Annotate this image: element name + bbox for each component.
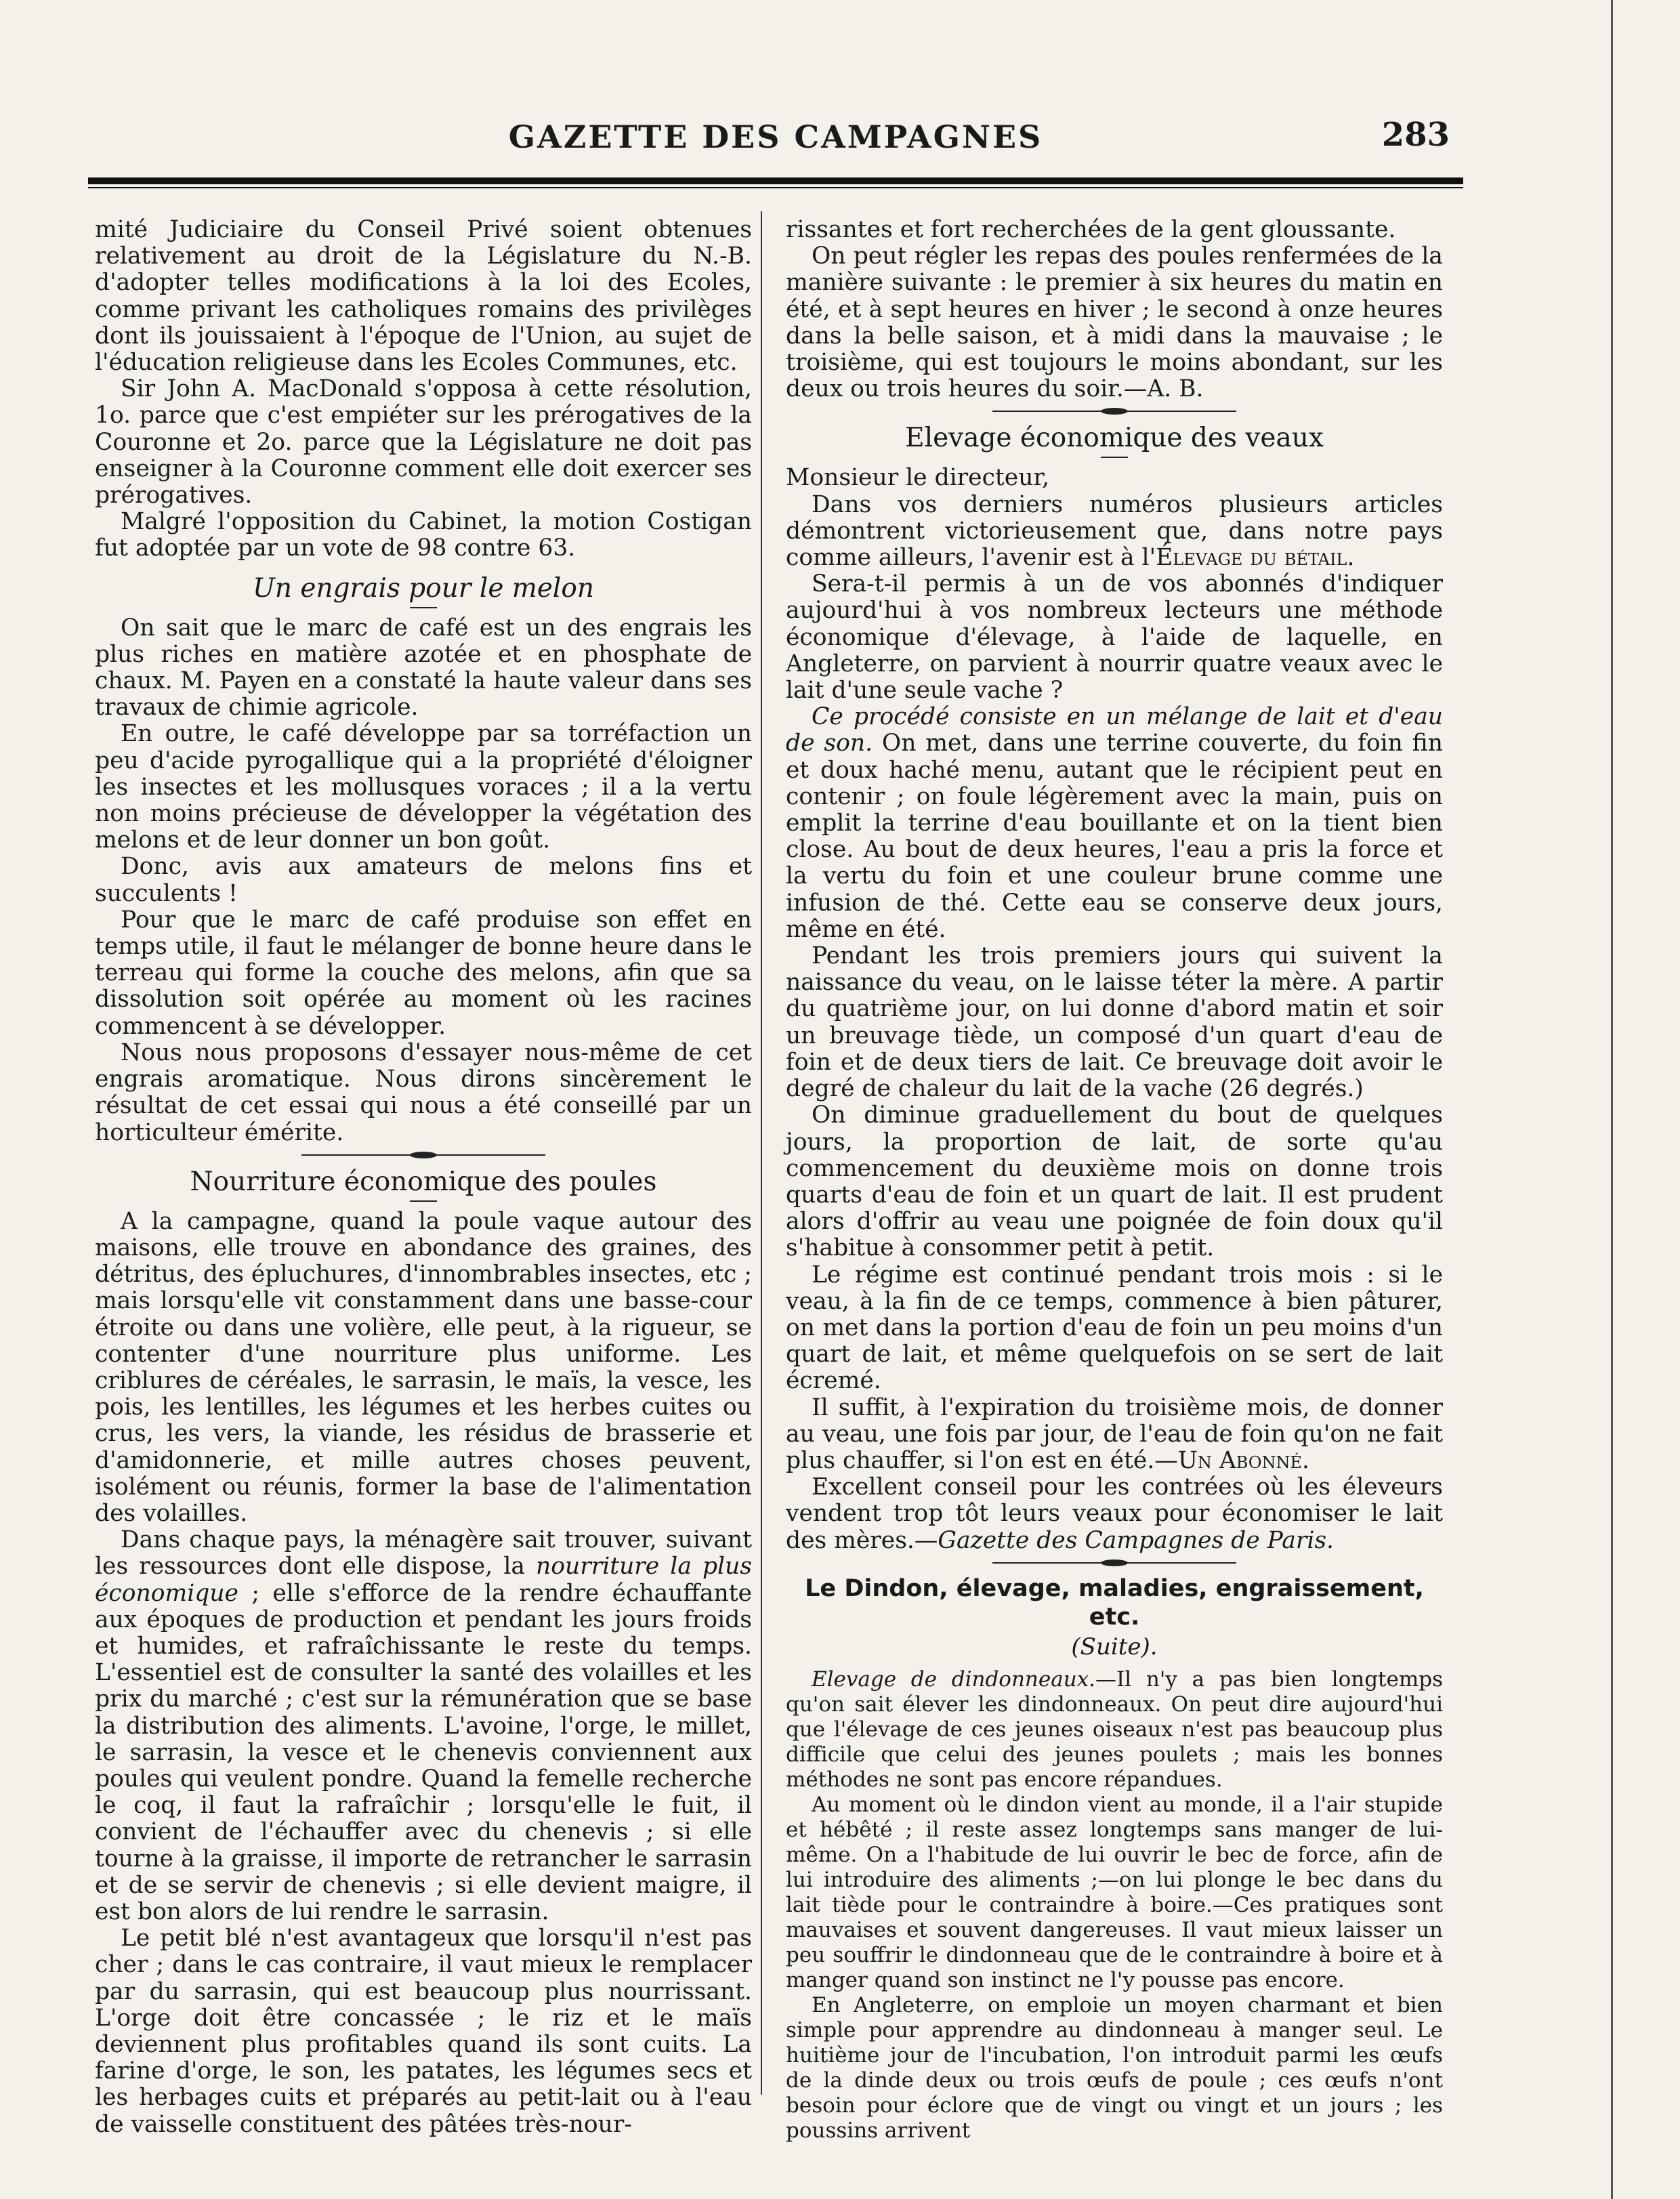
right-column [786,217,1443,2143]
text-run: Dans vos derniers numéros plusieurs articles démontrent victorieusement que, dans notre pays comme ailleurs, l'avenir est à l' [786,490,1443,572]
veaux-paragraph: Le régime est continué pendant trois mois : si le veau, à la fin de ce temps, commence à bien pâturer, on met dans la portion d'eau de foin un peu moins d'un quart de lait, et même quelquefois on se sert de lait écremé. [786,1261,1443,1395]
italic-text: Gazette des Campagnes de Paris. [938,1526,1335,1554]
veaux-paragraph: Sera-t-il permis à un de vos abonnés d'indiquer aujourd'hui à vos nombreux lecteurs une méthode économique d'élevage, à l'aide de laquelle, en Angleterre, on parvient à nourrir quatre veaux avec le lait d'une seule vache ? [786,570,1443,705]
column-divider [761,211,762,2095]
section-ornament [301,1154,545,1156]
article-title-veaux: Elevage économique des veaux [905,423,1324,454]
small-caps-text: Un Abonné [1177,1446,1303,1474]
intro-paragraph: Malgré l'opposition du Cabinet, la motion Costigan fut adoptée par un vote de 98 contre 63. [95,508,752,562]
meals-paragraph: On peut régler les repas des poules renfermées de la manière suivante : le premier à six heures du matin en été, et à sept heures en hiver ; le second à onze heures dans la belle saison, et à midi dans la mauvaise ; le troisième, qui est toujours le moins abondant, sur les deux ou trois heures du soir.—A. B. [786,243,1443,403]
section-ornament [992,411,1236,412]
left-column [95,217,752,2138]
continuation-paragraph: rissantes et fort recherchées de la gent gloussante. [786,216,1396,243]
veaux-paragraph: Pendant les trois premiers jours qui suivent la naissance du veau, on le laisse téter la mère. A partir du quatrième jour, on lui donne d'abord matin et soir un breuvage tiède, un composé d'un quart d'eau de foin et de deux tiers de lait. Ce breuvage doit avoir le degré de chaleur du lait de la vache (26 degrés.) [786,942,1443,1103]
title-dash [410,1200,437,1202]
intro-paragraph: mité Judiciaire du Conseil Privé soient obtenues relativement au droit de la Législature du N.-B. d'adopter telles modifications à la loi des Ecoles, comme privant les catholiques romains des privilèges dont ils jouissaient à l'époque de l'Union, au sujet de l'éducation religieuse dans les Ecoles Communes, etc. [95,216,752,377]
text-run: . [1347,544,1355,572]
veaux-paragraph [786,492,1443,572]
veaux-paragraph [786,1395,1443,1475]
letter-greeting: Monsieur le directeur, [786,464,1050,492]
melon-paragraph: Donc, avis aux amateurs de melons fins et succulents ! [95,853,752,907]
melon-paragraph: Pour que le marc de café produise son effet en temps utile, il faut le mélanger de bonne heure dans le terreau qui forme la couche des melons, afin que sa dissolution soit opérée au moment où les racines commencent à se développer. [95,906,752,1040]
melon-paragraph: Nous nous proposons d'essayer nous-même de cet engrais aromatique. Nous dirons sincèrement le résultat de cet essai qui nous a été conseillé par un horticulteur émérite. [95,1039,752,1146]
veaux-paragraph [786,704,1443,943]
melon-paragraph: On sait que le marc de café est un des engrais les plus riches en matière azotée et en phosphate de chaux. M. Payen en a constaté la haute valeur dans ses travaux de chimie agricole. [95,614,752,721]
article-title-poules: Nourriture économique des poules [190,1166,657,1197]
poules-paragraph: A la campagne, quand la poule vaque autour des maisons, elle trouve en abondance des graines, des détritus, des épluchures, d'innombrables insectes, etc ; mais lorsqu'elle vit constamment dans une basse-cour étroite ou dans une volière, elle peut, à la rigueur, se contenter d'une nourriture plus uniforme. Les criblures de céréales, le sarrasin, le maïs, la vesce, les pois, les lentilles, les légumes et les herbes cuites ou crus, les vers, la viande, les résidus de brasserie et d'amidonnerie, et mille autres choses peuvent, isolément ou réunis, former la base de l'alimentation des volailles. [95,1207,752,1527]
veaux-paragraph [786,1474,1443,1554]
article-title-melon: Un engrais pour le melon [252,572,594,604]
header-rule [88,177,1463,188]
melon-paragraph: En outre, le café développe par sa torréfaction un peu d'acide pyrogallique qui a la propriété d'éloigner les insectes et les mollusques voraces ; il a la vertu non moins précieuse de développer la végétation des melons et de leur donner un bon goût. [95,720,752,854]
text-run: On met, dans une terrine couverte, du foin fin et doux haché menu, autant que le récipient peut en contenir ; on foule légèrement avec la main, puis on emplit la terrine d'eau bouillante et on la tient bien close. Au bout de deux heures, l'eau a pris la force et la vertu du foin et une couleur brune comme une infusion de thé. Cette eau se conserve deux jours, même en été. [786,730,1443,943]
title-dash [410,607,437,608]
article-subtitle: (Suite). [1071,1633,1158,1660]
section-ornament [992,1562,1236,1564]
text-run: Excellent conseil pour les contrées où les éleveurs vendent trop tôt leurs veaux pour économiser le lait des mères.— [786,1473,1443,1554]
text-run: —Il n'y a pas bien longtemps qu'on sait élever les dindonneaux. On peut dire aujourd'hui que l'élevage de ces jeunes oiseaux n'est pas beaucoup plus difficile que celui des jeunes poulets ; mais les bonnes méthodes ne sont pas encore répandues. [786,1667,1443,1792]
binding-margin-strip [1611,0,1647,2199]
title-dash [1101,457,1128,458]
page-number: 283 [1381,116,1450,154]
text-run: ; elle s'efforce de la rendre échauffante aux époques de production et pendant les jours froids et humides, et rafraîchissante le reste du temps. L'essentiel est de consulter la santé des volailles et les prix du marché ; c'est sur la rémunération que se base la distribution des aliments. L'avoine, l'orge, le millet, le sarrasin, la vesce et le chenevis conviennent aux poules qui veulent pondre. Quand la femelle recherche le coq, il faut la rafraîchir ; lorsqu'elle le fuit, il convient de l'échauffer avec du chenevis ; si elle tourne à la graisse, il importe de retrancher le sarrasin et de se servir de chenevis ; si elle devient maigre, il est bon alors de lui rendre le sarrasin. [95,1579,752,1925]
italic-text: Ce procédé consiste en un mélange de lait et d'eau de son. [786,703,1443,757]
masthead-title: GAZETTE DES CAMPAGNES [508,119,1043,155]
italic-text: Elevage de dindonneaux. [812,1667,1096,1692]
text-run: Il suffit, à l'expiration du troisième mois, de donner au veau, une fois par jour, de l'eau de foin qu'on ne fait plus chauffer, si l'on est en été.— [786,1394,1443,1474]
text-run: . [1302,1446,1310,1474]
veaux-paragraph: On diminue graduellement du bout de quelques jours, la proportion de lait, de sorte qu'au commencement du deuxième mois on donne trois quarts d'eau de foin et un quart de lait. Il est prudent alors d'offrir au veau une poignée de foin doux qu'il s'habitue à consommer petit à petit. [786,1102,1443,1262]
page-header [88,112,1463,159]
small-caps-text: Élevage du bétail [1156,544,1347,572]
dindon-paragraph [786,1667,1443,1793]
dindon-paragraph: En Angleterre, on emploie un moyen charmant et bien simple pour apprendre au dindonneau à manger seul. Le huitième jour de l'incubation, l'on introduit parmi les œufs de la dinde deux ou trois œufs de poule ; ces œufs n'ont besoin pour éclore que de vingt ou vingt et un jours ; les poussins arrivent [786,1992,1443,2143]
article-title-dindon: Le Dindon, élevage, maladies, engraissement, etc. [805,1574,1424,1631]
text-run: Dans chaque pays, la ménagère sait trouver, suivant les ressources dont elle dispose, la [95,1526,752,1580]
dindon-paragraph: Au moment où le dindon vient au monde, il a l'air stupide et hébêté ; il reste assez longtemps sans manger de lui-même. On a l'habitude de lui ouvrir le bec de force, afin de lui introduire des aliments ;—on lui plonge le bec dans du lait tiède pour le contraindre à boire.—Ces pratiques sont mauvaises et souvent dangereuses. Il vaut mieux laisser un peu souffrir le dindonneau que de le contraindre à boire et à manger quand son instinct ne l'y pousse pas encore. [786,1792,1443,1992]
intro-paragraph: Sir John A. MacDonald s'opposa à cette résolution, 1o. parce que c'est empiéter sur les prérogatives de la Couronne et 2o. parce que la Législature ne doit pas enseigner à la Couronne comment elle doit exercer ses prérogatives. [95,375,752,509]
italic-text: nourriture la plus économique [95,1553,752,1607]
poules-paragraph: Le petit blé n'est avantageux que lorsqu'il n'est pas cher ; dans le cas contraire, il vaut mieux le remplacer par du sarrasin, qui est beaucoup plus nourrissant. L'orge doit être concassée ; le riz et le maïs deviennent plus profitables quand ils sont cuits. La farine d'orge, le son, les patates, les légumes secs et les herbages cuits et préparés au petit-lait ou à l'eau de vaisselle constituent des pâtées très-nour- [95,1925,752,2138]
poules-paragraph [95,1527,752,1925]
